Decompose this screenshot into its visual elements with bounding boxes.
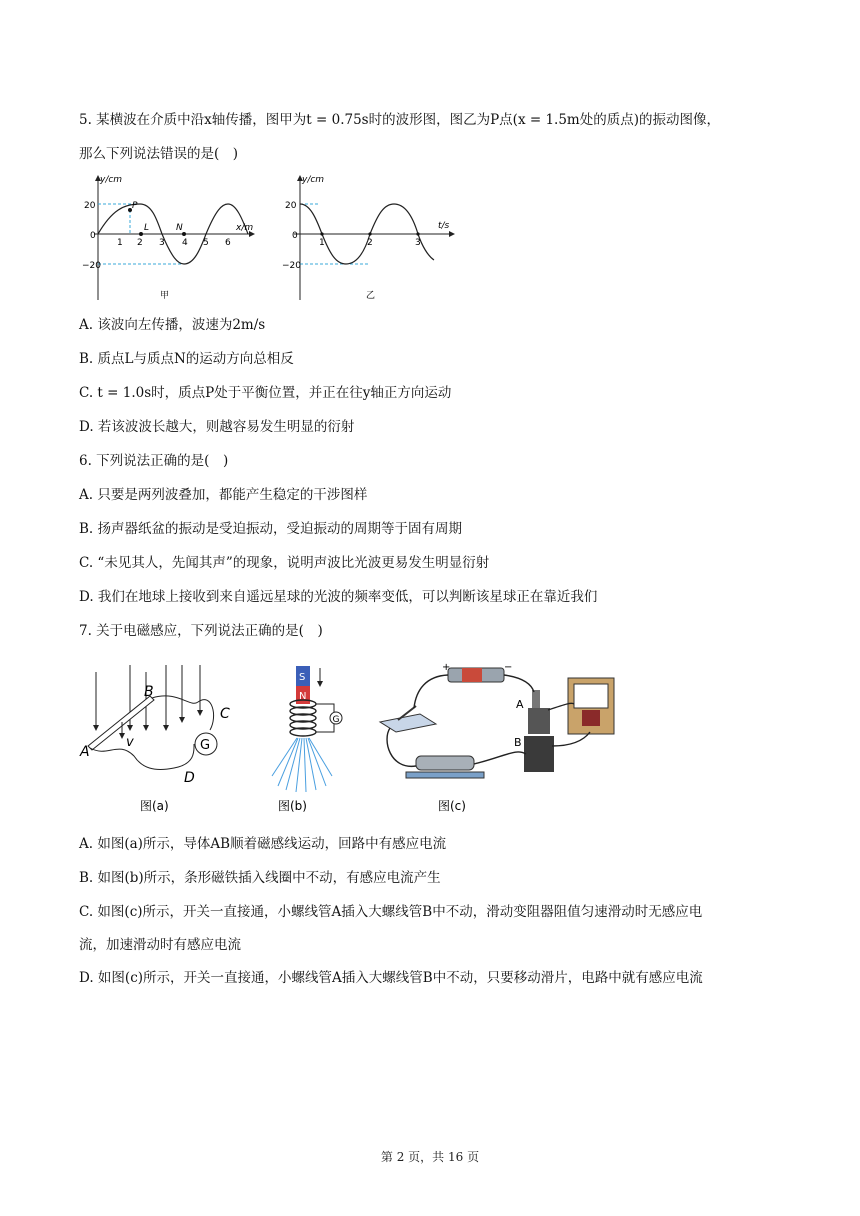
fig-c-label-a: A [516, 698, 524, 711]
q7-option-c-line2: 流，加速滑动时有感应电流 [79, 937, 241, 953]
yi-tick-x-3: 3 [415, 238, 421, 248]
fig-b-galvanometer-label: G [332, 715, 340, 725]
fig-a-label-v: v [126, 735, 134, 750]
jia-origin: 0 [90, 231, 96, 241]
q7-stem: 7. 关于电磁感应，下列说法正确的是( ) [79, 623, 323, 639]
jia-tick-x-5: 5 [203, 238, 209, 248]
page-footer: 第 2 页，共 16 页 [380, 1150, 480, 1164]
yi-tick-x-2: 2 [367, 238, 373, 248]
jia-tick-x-6: 6 [225, 238, 231, 248]
fig-c-label-b: B [514, 736, 522, 749]
fig-a-label-a: A [80, 744, 90, 760]
yi-y-label: y/cm [302, 175, 325, 185]
fig-a-galvanometer-label: G [200, 738, 211, 753]
q7-option-a: A. 如图(a)所示，导体AB顺着磁感线运动，回路中有感应电流 [79, 836, 447, 852]
jia-point-l: L [144, 223, 150, 233]
jia-x-label: x/m [236, 223, 254, 233]
q7-figure-c [376, 660, 630, 820]
q7-option-b: B. 如图(b)所示，条形磁铁插入线圈中不动，有感应电流产生 [79, 870, 441, 886]
jia-point-p: P [132, 201, 138, 211]
fig-a-label-d: D [184, 770, 195, 786]
q5-option-c: C. t = 1.0s时，质点P处于平衡位置，并正在往y轴正方向运动 [79, 385, 452, 401]
jia-point-n: N [176, 223, 183, 233]
q6-stem: 6. 下列说法正确的是( ) [79, 453, 229, 469]
q5-option-b: B. 质点L与质点N的运动方向总相反 [79, 351, 294, 367]
q5-stem-line1: 5. 某横波在介质中沿x轴传播，图甲为t = 0.75s时的波形图，图乙为P点(x = 1.5m处的质点)的振动图像， [79, 112, 720, 128]
fig-c-battery-plus: + [442, 662, 451, 673]
q7-option-c-line1: C. 如图(c)所示，开关一直接通，小螺线管A插入大螺线管B中不动，滑动变阻器阻值匀速滑动时无感应电 [79, 904, 703, 920]
q7-figure-a [78, 660, 248, 820]
fig-b-caption: 图(b) [278, 799, 307, 813]
fig-b-north-pole: N [299, 691, 307, 702]
q7-figure-b [268, 660, 358, 820]
q6-option-c: C. “未见其人，先闻其声”的现象，说明声波比光波更易发生明显衍射 [79, 555, 490, 571]
q6-option-a: A. 只要是两列波叠加，都能产生稳定的干涉图样 [79, 487, 368, 503]
yi-tick-y-20: 20 [285, 201, 297, 211]
yi-x-label: t/s [438, 221, 450, 231]
jia-tick-x-1: 1 [117, 238, 123, 248]
fig-a-label-b: B [144, 684, 154, 700]
yi-tick-x-1: 1 [319, 238, 325, 248]
jia-tick-x-4: 4 [182, 238, 188, 248]
jia-tick-y-20: 20 [84, 201, 96, 211]
jia-y-label: y/cm [100, 175, 123, 185]
q5-figure-jia [82, 170, 262, 310]
q6-option-b: B. 扬声器纸盆的振动是受迫振动，受迫振动的周期等于固有周期 [79, 521, 463, 537]
fig-a-label-c: C [220, 706, 230, 722]
fig-c-battery-minus: − [504, 662, 513, 673]
jia-tick-x-3: 3 [159, 238, 165, 248]
q6-option-d: D. 我们在地球上接收到来自遥远星球的光波的频率变低，可以判断该星球正在靠近我们 [79, 589, 598, 605]
q5-option-a: A. 该波向左传播，波速为2m/s [79, 317, 266, 333]
q5-figure-yi [280, 170, 460, 310]
yi-tick-y-neg20: −20 [282, 261, 301, 271]
q7-option-d: D. 如图(c)所示，开关一直接通，小螺线管A插入大螺线管B中不动，只要移动滑片，电路中就有感应电流 [79, 970, 703, 986]
yi-origin: 0 [292, 231, 298, 241]
jia-tick-x-2: 2 [137, 238, 143, 248]
fig-b-south-pole: S [299, 672, 306, 683]
q5-stem-line2: 那么下列说法错误的是( ) [79, 146, 239, 162]
fig-c-caption: 图(c) [438, 799, 466, 813]
fig-a-caption: 图(a) [140, 799, 169, 813]
q5-option-d: D. 若该波波长越大，则越容易发生明显的衍射 [79, 419, 355, 435]
jia-caption: 甲 [160, 291, 170, 301]
yi-caption: 乙 [366, 291, 376, 301]
jia-tick-y-neg20: −20 [82, 261, 101, 271]
